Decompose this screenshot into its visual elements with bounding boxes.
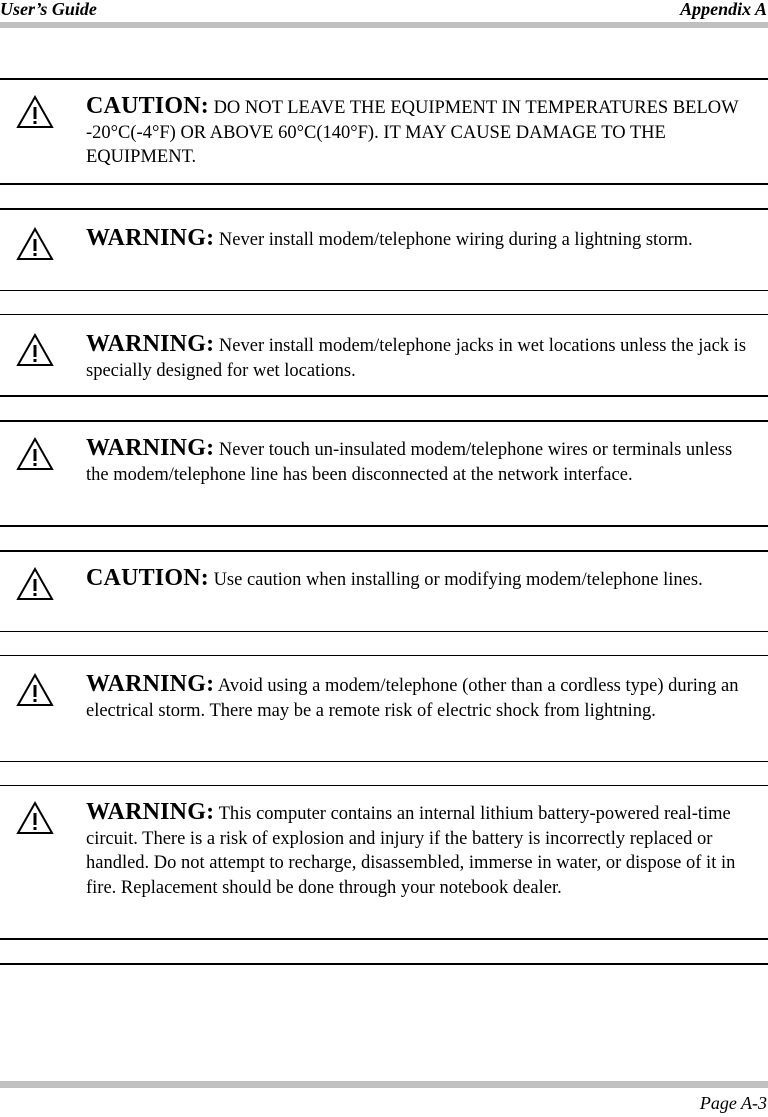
page-number: Page A-3	[699, 1093, 767, 1113]
section-end-rule	[0, 963, 768, 965]
notice-bottom-rule	[0, 290, 768, 291]
notice-bottom-rule	[0, 183, 768, 185]
warning-triangle-icon	[16, 436, 54, 472]
warning-triangle-icon	[16, 566, 54, 602]
notice-label: WARNING:	[86, 225, 215, 251]
notice-label: WARNING:	[86, 331, 215, 357]
header-divider	[0, 22, 768, 28]
notice-label: WARNING:	[86, 671, 215, 697]
warning-triangle-icon	[16, 226, 54, 262]
notice-label: WARNING:	[86, 435, 215, 461]
notice-top-rule	[0, 314, 768, 315]
notice-top-rule	[0, 208, 768, 210]
notice-text	[86, 672, 758, 723]
warning-triangle-icon	[16, 94, 54, 130]
notice-label: CAUTION:	[86, 565, 209, 591]
notice-text	[86, 566, 758, 593]
notice-top-rule	[0, 78, 768, 80]
footer-divider	[0, 1081, 768, 1088]
notice-text	[86, 800, 758, 900]
notice-body: Use caution when installing or modifying modem/telephone lines.	[213, 570, 703, 590]
notice-top-rule	[0, 785, 768, 786]
notice-body: Avoid using a modem/telephone (other than a cordless type) during an electrical storm. There may be a remote risk of electric shock from lightning.	[86, 676, 739, 721]
notice-body: Never install modem/telephone wiring during a lightning storm.	[218, 230, 693, 250]
warning-triangle-icon	[16, 332, 54, 368]
notice-body: Never install modem/telephone jacks in wet locations unless the jack is specially designed for wet locations.	[86, 336, 747, 381]
notice-text	[86, 332, 758, 383]
notice-bottom-rule	[0, 761, 768, 762]
warning-triangle-icon	[16, 672, 54, 708]
notice-label: WARNING:	[86, 799, 215, 825]
notice-body: This computer contains an internal lithium battery-powered real-time circuit. There is a risk of explosion and injury if the battery is incorrectly replaced or handled. Do not attempt to recharge, disassembled, immerse in water, or dispose of it in fire. Replacement should be done through your notebook dealer.	[86, 804, 736, 898]
notice-label: CAUTION:	[86, 93, 209, 119]
notice-bottom-rule	[0, 525, 768, 527]
notice-bottom-rule	[0, 631, 768, 632]
notice-top-rule	[0, 550, 768, 552]
notice-bottom-rule	[0, 938, 768, 940]
notice-bottom-rule	[0, 395, 768, 397]
warning-triangle-icon	[16, 800, 54, 836]
header-title: User’s Guide	[0, 0, 97, 19]
notice-text	[86, 436, 758, 487]
notice-text	[86, 226, 758, 253]
notice-top-rule	[0, 655, 768, 656]
header-section: Appendix A	[680, 0, 767, 19]
notice-body: DO NOT LEAVE THE EQUIPMENT IN TEMPERATURES BELOW -20°C(-4°F) OR ABOVE 60°C(140°F). IT MAY CAUSE DAMAGE TO THE EQUIPMENT.	[86, 98, 739, 167]
notice-body: Never touch un-insulated modem/telephone wires or terminals unless the modem/telephone line has been disconnected at the network interface.	[86, 440, 733, 485]
notice-text	[86, 94, 758, 170]
notice-top-rule	[0, 420, 768, 422]
